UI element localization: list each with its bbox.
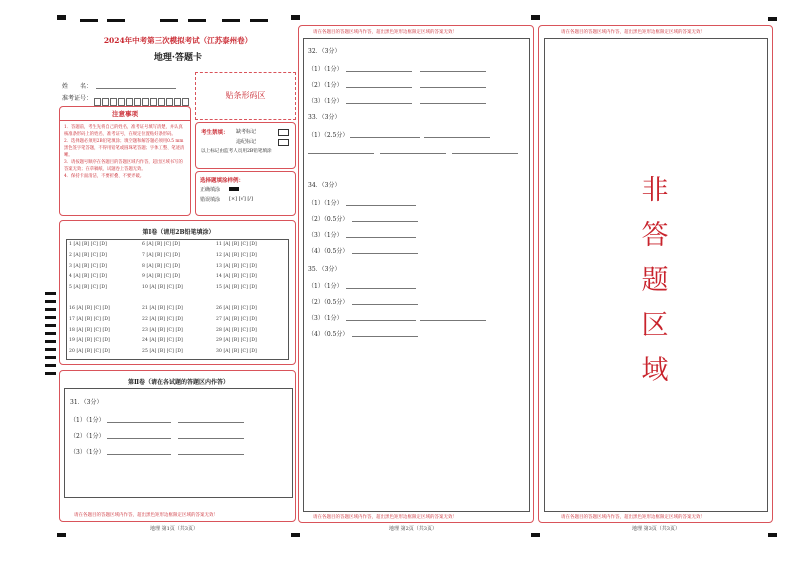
status-note: 以上标记由监考人员用2B铅笔填涂 bbox=[201, 149, 272, 154]
mcq-question-15[interactable]: 15 [A] [B] [C] [D] bbox=[216, 285, 257, 291]
mcq-question-22[interactable]: 22 [A] [B] [C] [D] bbox=[142, 316, 183, 322]
non-answer-char: 区 bbox=[641, 310, 669, 341]
answer-line[interactable] bbox=[352, 213, 418, 222]
q33-label: 33．（3分） bbox=[308, 114, 341, 121]
non-answer-char: 题 bbox=[641, 265, 669, 296]
violation-label: 违纪标记 bbox=[236, 139, 257, 145]
non-answer-char: 域 bbox=[641, 355, 669, 386]
answer-line[interactable] bbox=[452, 145, 518, 154]
footer-page3: 地理 第3页（共3页） bbox=[632, 526, 680, 532]
mcq-question-8[interactable]: 8 [A] [B] [C] [D] bbox=[142, 263, 180, 269]
answer-line[interactable] bbox=[420, 95, 486, 104]
q34-item: （4）（0.5分） bbox=[308, 248, 349, 255]
q31-label: 31．（3分） bbox=[70, 399, 103, 406]
correct-fill-label: 正确填涂 bbox=[200, 187, 221, 193]
footer-page2: 地理 第2页（共3页） bbox=[389, 526, 437, 532]
warning-text: 请在各题目的答题区域内作答，超出黑色矩形边框限定区域的答案无效！ bbox=[313, 515, 457, 520]
mcq-question-29[interactable]: 29 [A] [B] [C] [D] bbox=[216, 338, 257, 344]
mcq-question-2[interactable]: 2 [A] [B] [C] [D] bbox=[69, 252, 107, 258]
mcq-question-11[interactable]: 11 [A] [B] [C] [D] bbox=[216, 242, 257, 247]
fill-sample-title: 选择题填涂样例： bbox=[200, 178, 245, 184]
q32-item: （3）（1分） bbox=[308, 98, 343, 105]
answer-line[interactable] bbox=[346, 197, 416, 206]
answer-line[interactable] bbox=[346, 280, 416, 289]
notice-item: 3．请按题号顺序在各题目的答题区域内作答，超出区域书写的答案无效；在草稿纸、试题卷上答题无效。 bbox=[64, 160, 183, 172]
answer-line[interactable] bbox=[420, 79, 486, 88]
warning-text: 请在各题目的答题区域内作答，超出黑色矩形边框限定区域的答案无效！ bbox=[74, 513, 218, 518]
notice-item: 1．答题前，考生先将自己的姓名，准考证号填写清楚，并认真核准条形码上的姓名、准考证号，在规定位置贴好条形码。 bbox=[64, 125, 183, 137]
absent-label: 缺考标记 bbox=[236, 129, 257, 135]
mcq-question-3[interactable]: 3 [A] [B] [C] [D] bbox=[69, 263, 107, 269]
non-answer-area-label bbox=[625, 168, 685, 393]
barcode-area bbox=[195, 72, 296, 120]
answer-line[interactable] bbox=[346, 229, 416, 238]
q32-item: （2）（1分） bbox=[308, 82, 343, 89]
answer-line[interactable] bbox=[107, 414, 171, 423]
section1-title: 第Ⅰ卷（请用2B铅笔填涂） bbox=[142, 229, 215, 236]
q35-item: （3）（1分） bbox=[308, 315, 343, 322]
absent-checkbox[interactable] bbox=[278, 129, 289, 136]
warning-text: 请在各题目的答题区域内作答，超出黑色矩形边框限定区域的答案无效！ bbox=[561, 515, 705, 520]
q35-item: （4）（0.5分） bbox=[308, 331, 349, 338]
mcq-question-26[interactable]: 26 [A] [B] [C] [D] bbox=[216, 306, 257, 311]
mcq-question-19[interactable]: 19 [A] [B] [C] [D] bbox=[69, 338, 110, 344]
mcq-question-30[interactable]: 30 [A] [B] [C] [D] bbox=[216, 349, 257, 355]
status-label: 考生禁填： bbox=[201, 130, 229, 136]
notice-title: 注意事项 bbox=[60, 109, 190, 121]
answer-line[interactable] bbox=[346, 79, 412, 88]
notice-box bbox=[59, 106, 191, 216]
violation-checkbox[interactable] bbox=[278, 139, 289, 146]
q35-item: （1）（1分） bbox=[308, 283, 343, 290]
wrong-fill-label: 错误填涂 bbox=[200, 197, 221, 203]
mcq-question-12[interactable]: 12 [A] [B] [C] [D] bbox=[216, 252, 257, 258]
notice-item: 2．选择题必须用2B铅笔填涂；填空题和解答题必须用0.5 mm黑色签字笔答题，不得用铅笔或圆珠笔答题；字体工整、笔迹清晰。 bbox=[64, 139, 185, 158]
answer-line[interactable] bbox=[346, 63, 412, 72]
answer-line[interactable] bbox=[178, 414, 244, 423]
mcq-question-25[interactable]: 25 [A] [B] [C] [D] bbox=[142, 349, 183, 355]
q35-item: （2）（0.5分） bbox=[308, 299, 349, 306]
mcq-question-4[interactable]: 4 [A] [B] [C] [D] bbox=[69, 274, 107, 280]
q31-item: （1）（1分） bbox=[70, 417, 105, 424]
answer-line[interactable] bbox=[178, 430, 244, 439]
q33-item: （1）（2.5分） bbox=[308, 132, 349, 139]
answer-line[interactable] bbox=[352, 296, 418, 305]
answer-line[interactable] bbox=[380, 145, 446, 154]
id-label: 准考证号： bbox=[62, 95, 93, 102]
answer-line[interactable] bbox=[352, 245, 418, 254]
mcq-question-5[interactable]: 5 [A] [B] [C] [D] bbox=[69, 285, 107, 291]
candidate-status-box bbox=[195, 122, 296, 169]
q34-item: （3）（1分） bbox=[308, 232, 343, 239]
mcq-question-10[interactable]: 10 [A] [B] [C] [D] bbox=[142, 285, 183, 291]
non-answer-char: 非 bbox=[641, 175, 669, 206]
q34-item: （2）（0.5分） bbox=[308, 216, 349, 223]
answer-line[interactable] bbox=[346, 95, 412, 104]
mcq-question-17[interactable]: 17 [A] [B] [C] [D] bbox=[69, 316, 110, 322]
mcq-question-14[interactable]: 14 [A] [B] [C] [D] bbox=[216, 274, 257, 280]
footer-page1: 地理 第1页（共3页） bbox=[150, 526, 198, 532]
exam-subtitle: 地理·答题卡 bbox=[153, 53, 203, 63]
name-field[interactable] bbox=[96, 80, 176, 89]
answer-line[interactable] bbox=[352, 328, 418, 337]
answer-line[interactable] bbox=[420, 63, 486, 72]
mcq-question-7[interactable]: 7 [A] [B] [C] [D] bbox=[142, 252, 180, 258]
fill-sample-box bbox=[195, 171, 296, 216]
non-answer-char: 答 bbox=[641, 220, 669, 251]
answer-line[interactable] bbox=[107, 430, 171, 439]
wrong-fill-marks: [×] [√] [/] bbox=[229, 196, 253, 202]
section2-title: 第Ⅱ卷（请在各试题的答题区内作答） bbox=[127, 379, 230, 386]
answer-line[interactable] bbox=[308, 145, 374, 154]
mcq-question-16[interactable]: 16 [A] [B] [C] [D] bbox=[69, 306, 110, 311]
mcq-question-13[interactable]: 13 [A] [B] [C] [D] bbox=[216, 263, 257, 269]
answer-line[interactable] bbox=[350, 129, 420, 138]
mcq-question-18[interactable]: 18 [A] [B] [C] [D] bbox=[69, 327, 110, 333]
q35-label: 35．（3分） bbox=[308, 266, 341, 273]
barcode-label: 贴条形码区 bbox=[225, 91, 266, 100]
q34-label: 34．（3分） bbox=[308, 182, 341, 189]
warning-text: 请在各题目的答题区域内作答，超出黑色矩形边框限定区域的答案无效！ bbox=[561, 30, 705, 35]
mcq-question-9[interactable]: 9 [A] [B] [C] [D] bbox=[142, 274, 180, 280]
answer-line[interactable] bbox=[346, 312, 416, 321]
q32-item: （1）（1分） bbox=[308, 66, 343, 73]
mcq-question-27[interactable]: 27 [A] [B] [C] [D] bbox=[216, 316, 257, 322]
answer-line[interactable] bbox=[424, 129, 490, 138]
q31-item: （3）（1分） bbox=[70, 449, 105, 456]
answer-line[interactable] bbox=[107, 446, 171, 455]
exam-title: 2024年中考第三次模拟考试（江苏泰州卷） bbox=[103, 36, 253, 45]
warning-text: 请在各题目的答题区域内作答，超出黑色矩形边框限定区域的答案无效！ bbox=[313, 30, 457, 35]
mcq-question-23[interactable]: 23 [A] [B] [C] [D] bbox=[142, 327, 183, 333]
mcq-question-1[interactable]: 1 [A] [B] [C] [D] bbox=[69, 242, 107, 247]
mcq-question-6[interactable]: 6 [A] [B] [C] [D] bbox=[142, 242, 180, 247]
notice-items bbox=[60, 121, 190, 180]
q32-label: 32．（3分） bbox=[308, 48, 341, 55]
mcq-question-24[interactable]: 24 [A] [B] [C] [D] bbox=[142, 338, 183, 344]
correct-fill-mark bbox=[229, 187, 239, 191]
name-label: 姓 名： bbox=[62, 83, 93, 90]
notice-item: 4．保持卡面清洁，不要折叠、不要弄破。 bbox=[64, 174, 145, 179]
q34-item: （1）（1分） bbox=[308, 200, 343, 207]
mcq-question-28[interactable]: 28 [A] [B] [C] [D] bbox=[216, 327, 257, 333]
answer-line[interactable] bbox=[420, 312, 486, 321]
page2-answer-area bbox=[303, 38, 530, 512]
mcq-question-20[interactable]: 20 [A] [B] [C] [D] bbox=[69, 349, 110, 355]
answer-line[interactable] bbox=[178, 446, 244, 455]
mcq-question-21[interactable]: 21 [A] [B] [C] [D] bbox=[142, 306, 183, 311]
q31-item: （2）（1分） bbox=[70, 433, 105, 440]
